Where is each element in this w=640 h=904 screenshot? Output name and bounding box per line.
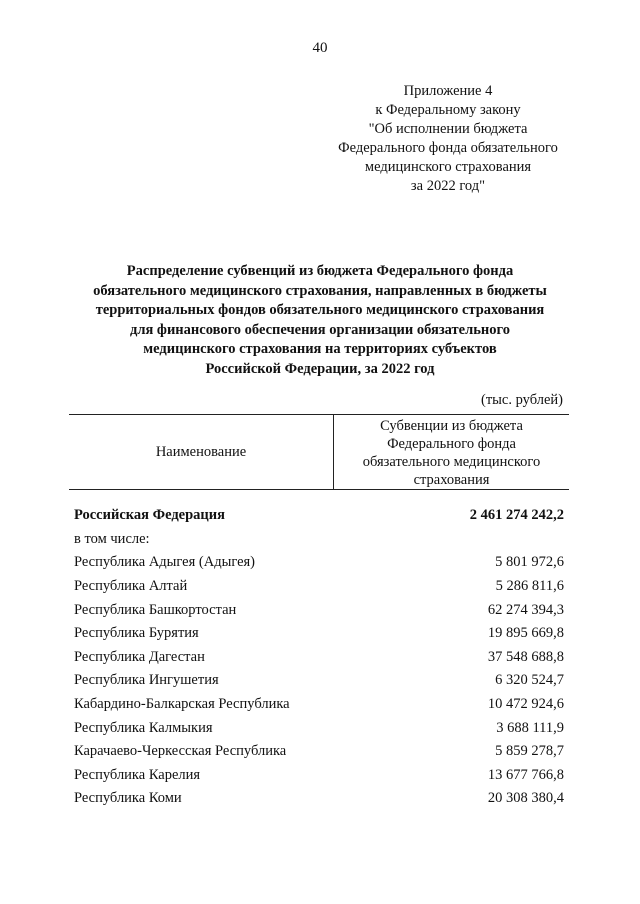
row-name: Республика Калмыкия [74,719,213,736]
row-name: Карачаево-Черкесская Республика [74,743,287,760]
row-name: Республика Дагестан [74,648,205,665]
subheading-label: в том числе: [74,530,150,547]
row-name: Республика Ингушетия [74,672,219,689]
title-line: территориальных фондов обязательного медицинского страхования [95,302,545,318]
row-value: 13 677 766,8 [487,766,564,783]
appendix-line: за 2022 год" [410,178,486,194]
units-label: (тыс. рублей) [481,392,563,408]
page-number: 40 [312,40,328,56]
row-name: Республика Коми [74,790,182,807]
table-row [74,693,564,717]
header-name-column: Наименование [155,443,247,460]
appendix-line: медицинского страхования [364,159,532,175]
row-value: 10 472 924,6 [487,696,564,713]
table-row [74,740,564,764]
table-row [74,716,564,740]
table-row [74,598,564,622]
appendix-block [318,82,578,196]
table-row [74,575,564,599]
row-value: 19 895 669,8 [487,625,564,642]
header-value-line: Субвенции из бюджета [380,418,523,434]
row-value: 2 461 274 242,2 [469,507,564,524]
title-line: для финансового обеспечения организации обязательного [129,321,511,338]
header-value-column [334,417,569,489]
table-subheading [74,528,564,552]
row-name: Республика Башкортостан [74,601,237,618]
header-value-line: страхования [413,472,490,488]
row-name: Республика Адыгея (Адыгея) [74,554,256,571]
table-row [74,622,564,646]
row-name: Республика Карелия [74,766,201,783]
appendix-line: "Об исполнении бюджета [368,121,528,137]
table-row [74,551,564,575]
table-row [74,787,564,811]
header-value-line: обязательного медицинского [362,454,541,470]
title-line: обязательного медицинского страхования, направленных в бюджеты [93,282,547,299]
row-name: Республика Бурятия [74,625,199,642]
appendix-line: к Федеральному закону [375,102,521,118]
row-value: 5 801 972,6 [495,554,564,571]
title-line: медицинского страхования на территориях субъектов [143,341,497,357]
row-name: Кабардино-Балкарская Республика [74,696,290,713]
header-value-line: Федерального фонда [387,436,516,452]
appendix-line: Федерального фонда обязательного [338,140,558,156]
row-value: 6 320 524,7 [495,672,564,689]
table-row [74,646,564,670]
title-line: Российской Федерации, за 2022 год [205,360,435,377]
row-value: 20 308 380,4 [487,790,564,807]
table-header [69,414,569,490]
table-body [74,504,564,811]
document-title [60,262,580,379]
row-value: 62 274 394,3 [487,601,564,618]
row-value: 5 859 278,7 [495,743,564,760]
row-name: Российская Федерация [74,507,225,524]
row-value: 37 548 688,8 [487,648,564,665]
row-value: 3 688 111,9 [496,719,564,736]
table-row [74,669,564,693]
table-row [74,764,564,788]
row-name: Республика Алтай [74,578,188,595]
title-line: Распределение субвенций из бюджета Федерального фонда [126,263,514,279]
row-value: 5 286 811,6 [495,578,564,595]
table-row-total [74,504,564,528]
appendix-line: Приложение 4 [403,83,493,99]
